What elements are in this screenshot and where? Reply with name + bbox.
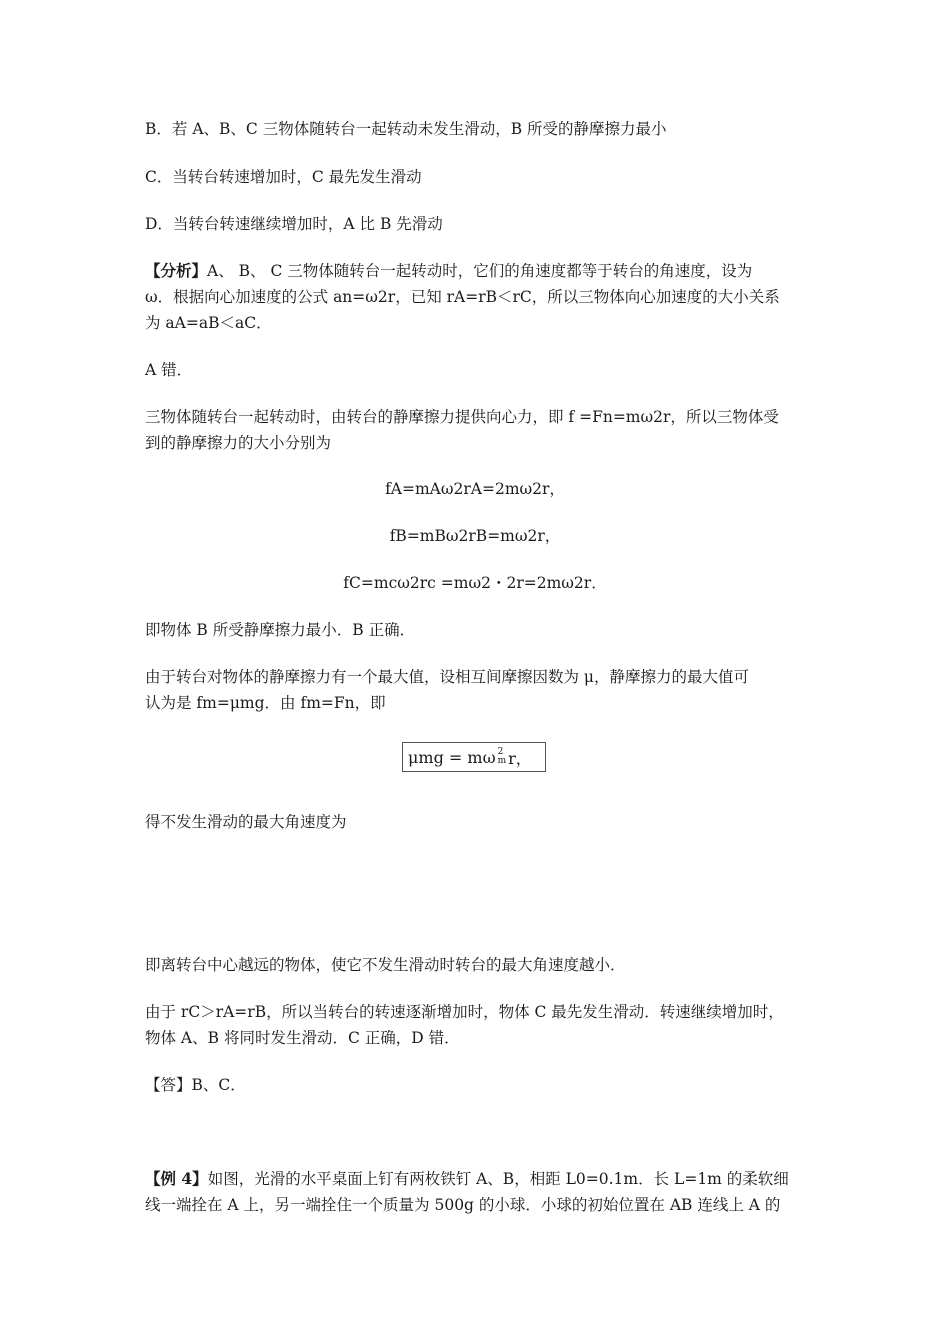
- analysis-line-1: [145, 258, 810, 284]
- example-4-line-2: 线一端拴在 A 上，另一端拴住一个质量为 500g 的小球．小球的初始位置在 AB 连线上 A 的: [145, 1196, 781, 1214]
- formula-script: [498, 748, 507, 766]
- formula-sup: 2: [497, 747, 504, 757]
- formula-sub: m: [497, 756, 507, 766]
- formula-image: [402, 742, 546, 772]
- equation-fc: fC=mcω2rc =mω2・2r=2mω2r．: [343, 574, 607, 592]
- analysis-text-1: A、 B、 C 三物体随转台一起转动时，它们的角速度都等于转台的角速度，设为: [207, 262, 753, 280]
- analysis-tag: 【分析】: [145, 261, 208, 280]
- friction-line-1: 三物体随转台一起转动时，由转台的静摩擦力提供向心力，即 f =Fn=mω2r，所以三物体受: [145, 408, 779, 426]
- formula-rhs: r，: [508, 748, 532, 768]
- max-friction-line-1: 由于转台对物体的静摩擦力有一个最大值，设相互间摩擦因数为 μ，静摩擦力的最大值可: [145, 668, 750, 686]
- max-friction-line-2: 认为是 fm=μmg．由 fm=Fn，即: [145, 694, 386, 712]
- example-4-text-1: 如图，光滑的水平桌面上钉有两枚铁钉 A、B，相距 L0=0.1m．长 L=1m 的柔软细: [207, 1170, 789, 1188]
- b-correct: 即物体 B 所受静摩擦力最小．B 正确．: [145, 621, 416, 639]
- option-b: B．若 A、B、C 三物体随转台一起转动未发生滑动，B 所受的静摩擦力最小: [145, 120, 667, 138]
- friction-line-2: 到的静摩擦力的大小分别为: [145, 434, 332, 452]
- farther-object: 即离转台中心越远的物体，使它不发生滑动时转台的最大角速度越小．: [145, 956, 626, 974]
- equation-fa: fA=mAω2rA=2mω2r，: [385, 480, 565, 498]
- option-d: D．当转台转速继续增加时，A 比 B 先滑动: [145, 215, 443, 233]
- answer: 【答】B、C．: [145, 1076, 246, 1094]
- a-wrong: A 错．: [145, 361, 193, 379]
- formula-lhs: μmg = mω: [408, 747, 496, 767]
- conclusion-line-1: 由于 rC＞rA=rB，所以当转台的转速逐渐增加时，物体 C 最先发生滑动．转速继续增加时，: [145, 1003, 784, 1021]
- conclusion-line-2: 物体 A、B 将同时发生滑动．C 正确，D 错．: [145, 1029, 460, 1047]
- equation-fb: fB=mBω2rB=mω2r，: [389, 527, 561, 545]
- analysis-line-3: 为 aA=aB＜aC．: [145, 314, 272, 332]
- example-4-line-1: [145, 1166, 810, 1192]
- option-c: C．当转台转速增加时，C 最先发生滑动: [145, 168, 422, 186]
- analysis-line-2: ω．根据向心加速度的公式 an=ω2r，已知 rA=rB＜rC，所以三物体向心加速度的大小关系: [145, 288, 780, 306]
- max-angular-speed: 得不发生滑动的最大角速度为: [145, 813, 347, 831]
- example-4-tag: 【例 4】: [145, 1169, 208, 1188]
